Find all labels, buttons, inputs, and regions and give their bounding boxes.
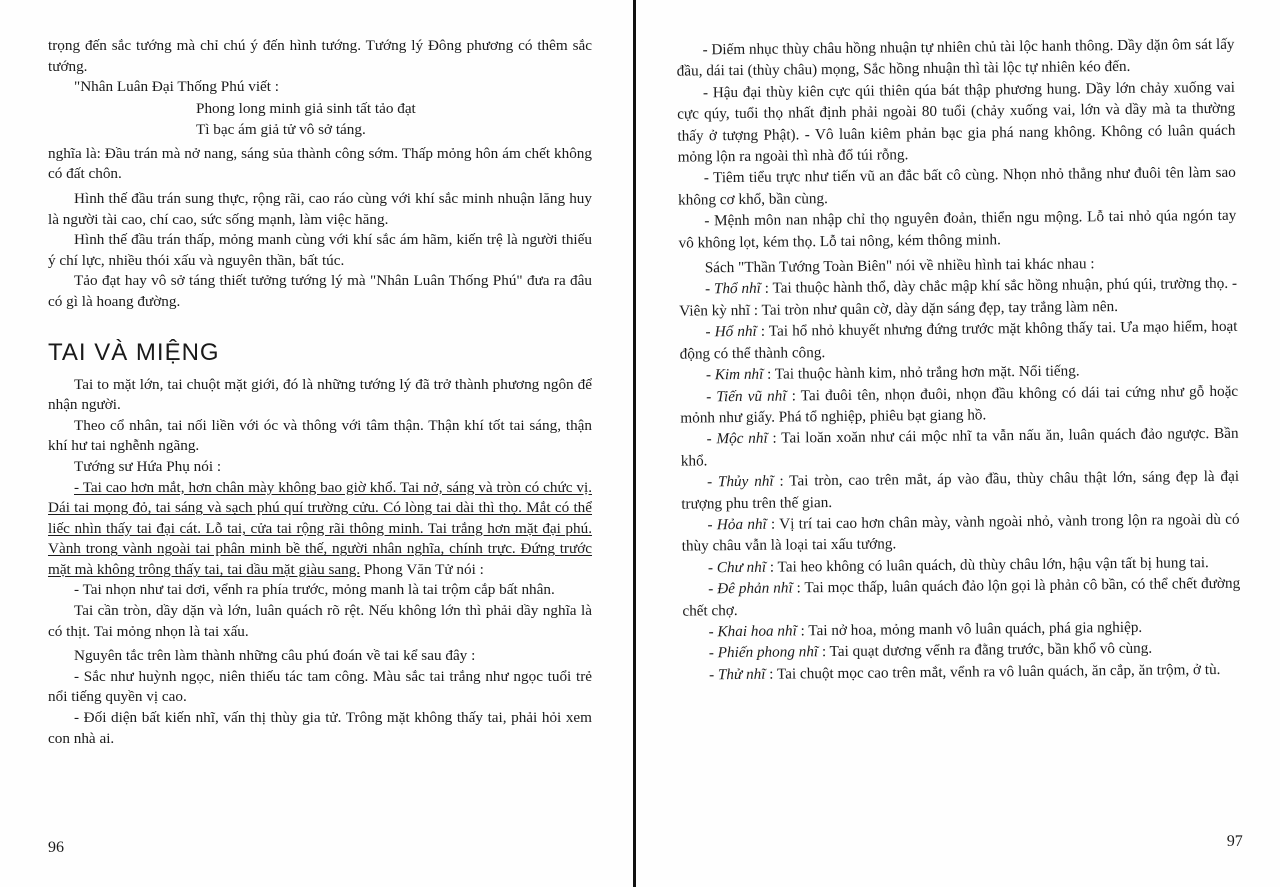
ear-type-entry: - Mộc nhĩ : Tai loăn xoăn như cái mộc nhĩ ta vẫn nấu ăn, luân quách đảo ngược. Bần khổ. [680,425,1239,470]
ear-type-description: : Tai chuột mọc cao trên mắt, vểnh ra vô luân quách, ăn cắp, ăn trộm, ở tù. [765,660,1221,683]
ear-type-term: Thử nhĩ [717,665,766,684]
ear-type-term: Phiến phong nhĩ [717,643,819,662]
ear-type-term: Hổ nhĩ [714,323,757,341]
paragraph: "Nhân Luân Đại Thống Phú viết : [74,78,280,96]
ear-type-entry: - Hỏa nhĩ : Vị trí tai cao hơn chân mày, vành ngoài nhỏ, vành trong lộn ra ngoài dù có thùy châu vẫn là loại tai xấu tướng. [681,510,1240,555]
paragraph: trọng đến sắc tướng mà chỉ chú ý đến hình tướng. Tướng lý Đông phương có thêm sắc tướng. [48,37,592,75]
right-page [640,0,1280,887]
ear-type-description: : Tai thuộc hành thổ, dày chắc mập khí sắc hồng nhuận, phú qúi, trường thọ. - Viên kỳ nhĩ : Tai tròn như quân cờ, dày dặn sáng đẹp, tay trắng làm nên. [679,275,1238,320]
ear-type-description: : Tai mọc thấp, luân quách đảo lộn gọi là phản cô bần, có thể chết đường chết chợ. [682,574,1241,620]
paragraph: - Diếm nhục thùy châu hồng nhuận tự nhiên chủ tài lộc hanh thông. Dầy dặn ôm sát lấy đầu, dái tai (thùy châu) mọng, Sắc hồng nhuận thì tài lộc tự nhiên kéo đến. [676,35,1235,81]
paragraph: nghĩa là: Đầu trán mà nở nang, sáng sủa thành công sớm. Thấp mỏng hôn ám chết không có đất chôn. [48,144,592,183]
paragraph: Nguyên tắc trên làm thành những câu phú đoán về tai kể sau đây : [74,647,476,665]
paragraph: Tai to mặt lớn, tai chuột mặt giới, đó là những tướng lý đã trở thành phương ngôn để nhận người. [48,375,592,414]
ear-type-description: : Tai nở hoa, mỏng manh vô luân quách, phá gia nghiệp. [796,618,1143,640]
ear-type-description: : Tai thuộc hành kim, nhỏ trắng hơn mặt. Nổi tiếng. [763,362,1080,383]
ear-type-entry: - Tiến vũ nhĩ : Tai đuôi tên, nhọn đuôi, nhọn đầu không có dái tai cứng như gỗ hoặc mỏnh như giấy. Phá tổ nghiệp, phiêu bạt giang hồ. [680,382,1239,427]
paragraph: Theo cổ nhân, tai nối liền với óc và thông với tâm thận. Thận khí tốt tai sáng, thận khí hư tai nghễnh ngãng. [48,416,592,455]
paragraph: - Sắc như huỳnh ngọc, niên thiếu tác tam công. Màu sắc tai trắng như ngọc tuổi trẻ nổi tiếng quyền vị cao. [48,667,592,706]
ear-type-term: Hỏa nhĩ [716,515,767,534]
paragraph: - Tai nhọn như tai dơi, vểnh ra phía trước, mỏng manh là tai trộm cắp bất nhân. [74,581,555,599]
ear-type-entry: - Phiến phong nhĩ : Tai quạt dương vểnh ra đằng trước, bần khổ vô cùng. [708,640,1153,662]
paragraph: - Tiêm tiểu trực như tiến vũ an đắc bất cô cùng. Nhọn nhỏ thẳng như đuôi tên làm sao không cơ khổ, bần cùng. [678,164,1236,209]
ear-type-description: : Tai loăn xoăn như cái mộc nhĩ ta vẫn nấu ăn, luân quách đảo ngược. Bần khổ. [680,425,1239,470]
ear-type-entry: - Thủy nhĩ : Tai tròn, cao trên mắt, áp vào đầu, thùy châu thật lớn, sáng đẹp là đại trượng phu trên thế gian. [681,467,1240,513]
ear-type-term: Tiến vũ nhĩ [716,386,787,405]
ear-type-entry: - Thử nhĩ : Tai chuột mọc cao trên mắt, vểnh ra vô luân quách, ăn cắp, ăn trộm, ở tù. [708,660,1221,684]
verse-line: Tì bạc ám giả tử vô sở táng. [196,120,366,138]
ear-type-term: Thủy nhĩ [717,472,774,491]
ear-type-entry: - Đê phản nhĩ : Tai mọc thấp, luân quách đảo lộn gọi là phản cô bần, có thể chết đường chết chợ. [682,574,1241,620]
paragraph: Hình thế đầu trán thấp, mỏng manh cùng với khí sắc ám hãm, kiến trệ là người thiếu ý chí lực, nhiều thói xấu và nguyên thần, bất túc. [48,231,592,269]
ear-type-term: Đê phản nhĩ [717,579,793,598]
ear-type-term: Chư nhĩ [716,558,767,576]
paragraph: - Hậu đại thùy kiên cực qúi thiên qúa bát thập phương hung. Dầy lớn chảy xuống vai cực qúy, tuổi thọ nhất định phải ngoài 80 tuổi (chảy xuống vai, lớn và dầy mà ta thường thấy ở tượng Phật). - Vô luân kiêm phản bạc gia phá nang không. Không có luân quách mỏng lộn ra ngoài thì nhà đổ túi rỗng. [677,78,1236,166]
paragraph: - Đối diện bất kiến nhĩ, vấn thị thùy gia tử. Trông mặt không thấy tai, phải hỏi xem con nhà ai. [48,709,592,747]
section-title: TAI VÀ MIỆNG [48,338,220,366]
ear-type-term: Thổ nhĩ [713,280,761,298]
ear-type-description: : Tai heo không có luân quách, dù thùy châu lớn, hậu vận tất bị hung tai. [765,553,1209,576]
ear-type-description: : Tai đuôi tên, nhọn đuôi, nhọn đầu không có dái tai cứng như gỗ hoặc mỏnh như giấy. Phá tổ nghiệp, phiêu bạt giang hồ. [680,382,1239,427]
paragraph: Sách "Thần Tướng Toàn Biên" nói về nhiều hình tai khác nhau : [704,255,1095,277]
hua-phu-quote [48,478,592,581]
paragraph: Tướng sư Hứa Phụ nói : [74,457,222,475]
ear-type-entry: - Kim nhĩ : Tai thuộc hành kim, nhỏ trắng hơn mặt. Nổi tiếng. [705,362,1080,384]
page-number: 97 [1226,832,1243,850]
paragraph: Tai cần tròn, dầy dặn và lớn, luân quách rõ rệt. Nếu không lớn thì phải dầy nghĩa là có thịt. Tai mỏng nhọn là tai xấu. [48,602,592,640]
ear-type-term: Mộc nhĩ [716,430,768,448]
ear-type-description: : Tai quạt dương vểnh ra đằng trước, bần khổ vô cùng. [818,640,1153,661]
ear-type-description: : Tai hổ nhỏ khuyết nhưng đứng trước mặt không thấy tai. Ưa mạo hiểm, hoạt động có thể thành công. [679,318,1238,363]
ear-type-description: : Vị trí tai cao hơn chân mày, vành ngoài nhỏ, vành trong lộn ra ngoài dù có thùy châu vẫn là loại tai xấu tướng. [681,510,1240,555]
ear-type-entry: - Chư nhĩ : Tai heo không có luân quách, dù thùy châu lớn, hậu vận tất bị hung tai. [707,553,1209,577]
ear-type-term: Kim nhĩ [714,365,764,384]
gutter-line [633,0,636,887]
quote-attribution: Phong Văn Tử nói : [363,560,484,578]
left-page [0,0,628,887]
paragraph: Hình thế đầu trán sung thực, rộng rãi, cao ráo cùng với khí sắc minh nhuận lăng huy là người tài cao, chí cao, sức sống mạnh, làm việc hăng. [48,189,592,228]
page-number: 96 [48,839,64,856]
ear-type-description: : Tai tròn, cao trên mắt, áp vào đầu, thùy châu thật lớn, sáng đẹp là đại trượng phu trên thế gian. [681,467,1240,513]
underlined-quote: - Tai cao hơn mắt, hơn chân mày không bao giờ khổ. Tai nở, sáng và tròn có chức vị. Dái tai mọng đỏ, tai sáng và sạch phú quí trường cửu. Có lòng tai dài thì thọ. Mắt có thể liếc nhìn thấy tai đại cát. Lỗ tai, cửa tai rộng rãi thông minh. Tai trắng hơn mặt đại phú. Vành trong vành ngoài tai phân minh bề thế, người nhân nghĩa, chính trực. Đứng trước mặt mà không trông thấy tai, tai dầu mặt giàu sang. [48,478,592,578]
ear-type-entry: - Hổ nhĩ : Tai hổ nhỏ khuyết nhưng đứng trước mặt không thấy tai. Ưa mạo hiểm, hoạt động có thể thành công. [679,318,1238,363]
ear-type-entry: - Khai hoa nhĩ : Tai nở hoa, mỏng manh vô luân quách, phá gia nghiệp. [708,618,1143,641]
paragraph: Tảo đạt hay vô sở táng thiết tưởng tướng lý mà "Nhân Luân Thống Phú" đưa ra đâu có gì là hoang đường. [48,272,592,310]
ear-type-list [679,273,1241,686]
paragraph: - Mệnh môn nan nhập chỉ thọ nguyên đoản, thiển ngu mộng. Lỗ tai nhỏ qúa ngón tay vô không lọt, kém thọ. Lỗ tai nông, kém thông minh. [678,207,1237,252]
ear-type-entry: - Thổ nhĩ : Tai thuộc hành thổ, dày chắc mập khí sắc hồng nhuận, phú qúi, trường thọ. - Viên kỳ nhĩ : Tai tròn như quân cờ, dày dặn sáng đẹp, tay trắng làm nên. [679,275,1238,320]
ear-type-term: Khai hoa nhĩ [717,622,797,641]
book-gutter [628,0,640,887]
verse-line: Phong long minh giả sinh tất tảo đạt [196,99,416,117]
